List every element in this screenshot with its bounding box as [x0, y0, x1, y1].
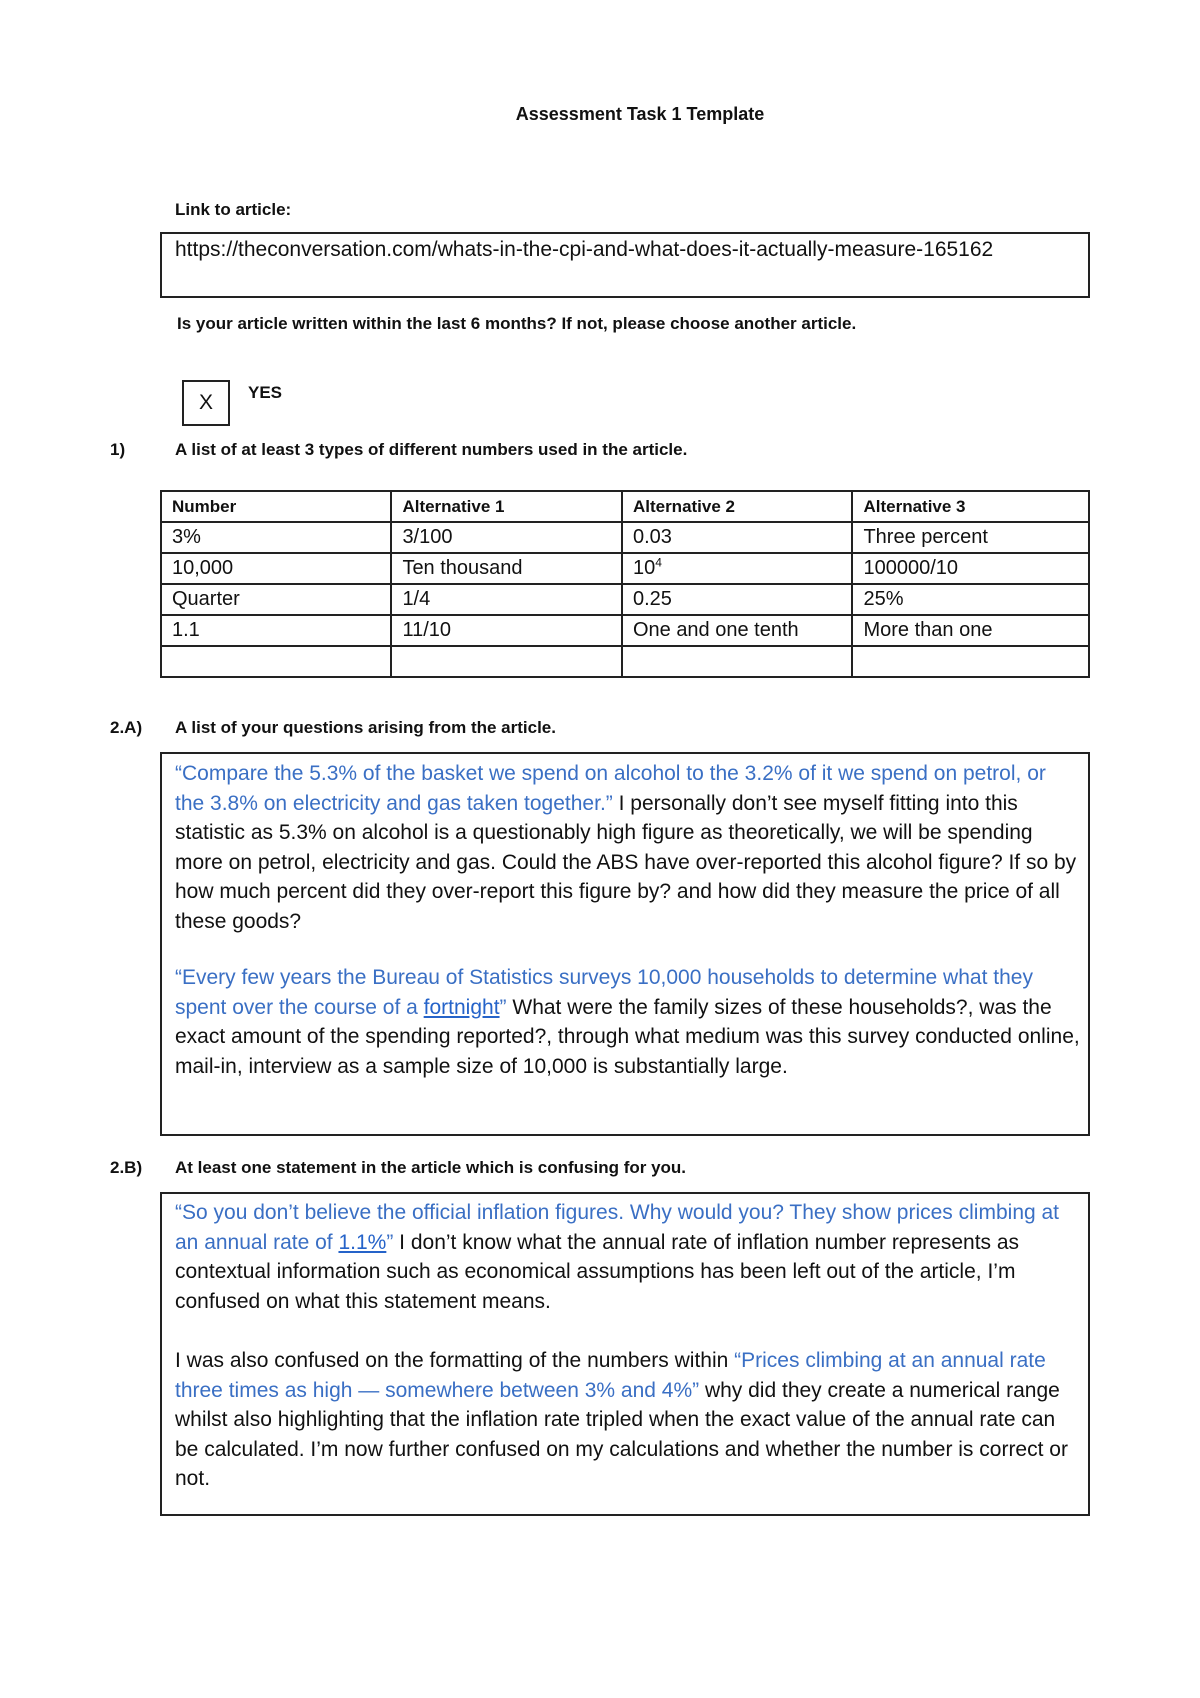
link-label: Link to article: — [175, 200, 292, 219]
recency-question: Is your article written within the last 6 months? If not, please choose another article. — [177, 314, 857, 333]
table-cell: Three percent — [852, 522, 1089, 553]
quote-text: “Compare the 5.3% of the basket we spend on alcohol to the 3.2% of it we spend on petrol, or the 3.8% on electricity and gas taken together.” — [175, 762, 1046, 815]
quote-text: “Prices climbing at an annual rate three times as high — somewhere between 3% and 4%” — [175, 1349, 1046, 1402]
quote-close: ” — [386, 1230, 394, 1254]
table-row — [161, 646, 1089, 677]
statement-paragraph-1 — [175, 1198, 1080, 1316]
fortnight-link[interactable]: fortnight — [423, 995, 500, 1019]
yes-checkbox[interactable] — [182, 380, 230, 426]
statement-text: why did they create a numerical range whilst also highlighting that the inflation rate tripled when the exact value of the annual rate can be calculated. I’m now further confused on my calculations and whether the number is correct or not. — [175, 1378, 1068, 1490]
statement-text: I don’t know what the annual rate of inflation number represents as contextual information such as economical assumptions has been left out of the article, I’m confused on what this statement means. — [175, 1230, 1020, 1313]
section2a-number: 2.A) — [110, 718, 143, 737]
statement-text: I was also confused on the formatting of the numbers within — [175, 1349, 735, 1372]
table-cell: More than one — [852, 615, 1089, 646]
table-cell: 3% — [161, 522, 391, 553]
table-cell: 3/100 — [391, 522, 622, 553]
confusing-statements-box — [160, 1192, 1090, 1516]
table-cell: 100000/10 — [852, 553, 1089, 584]
column-header: Alternative 3 — [852, 491, 1089, 522]
statement-paragraph-2 — [175, 1346, 1080, 1494]
quote-text: “So you don’t believe the official inflation figures. Why would you? They show prices climbing at an annual rate of — [175, 1201, 1060, 1254]
column-header: Number — [161, 491, 391, 522]
table-cell: 1.1 — [161, 615, 391, 646]
question-paragraph-1 — [175, 759, 1080, 936]
table-row — [161, 522, 1089, 553]
table-cell — [391, 646, 622, 677]
power-base: 10 — [632, 557, 656, 579]
table-cell: 10,000 — [161, 553, 391, 584]
table-cell — [852, 646, 1089, 677]
table-cell — [622, 553, 853, 584]
quote-close: ” — [499, 995, 507, 1019]
table-row — [161, 584, 1089, 615]
table-row — [161, 615, 1089, 646]
table-cell: 11/10 — [391, 615, 622, 646]
table-cell: 0.25 — [622, 584, 853, 615]
table-cell: Quarter — [161, 584, 391, 615]
section1-number: 1) — [110, 440, 126, 459]
section2b-number: 2.B) — [110, 1158, 143, 1177]
table-cell — [622, 646, 853, 677]
table-cell: 25% — [852, 584, 1089, 615]
section1-heading: A list of at least 3 types of different numbers used in the article. — [175, 440, 688, 459]
numbers-table — [160, 490, 1090, 678]
question-paragraph-2 — [175, 963, 1080, 1081]
quote-text: “Every few years the Bureau of Statistics surveys 10,000 households to determine what they spent over the course of a — [175, 966, 1033, 1019]
table-cell — [161, 646, 391, 677]
table-cell: One and one tenth — [622, 615, 853, 646]
page-title: Assessment Task 1 Template — [515, 104, 765, 124]
table-cell: 1/4 — [391, 584, 622, 615]
table-cell: 0.03 — [622, 522, 853, 553]
column-header: Alternative 2 — [622, 491, 853, 522]
question-text: I personally don’t see myself fitting into this statistic as 5.3% on alcohol is a questionably high figure as theoretically, we will be spending more on petrol, electricity and gas. Could the ABS have over-reported this alcohol figure? If so by how much percent did they over-report this figure by? and how did they measure the price of all these goods? — [175, 791, 1077, 933]
column-header: Alternative 1 — [391, 491, 622, 522]
power-exponent: 4 — [655, 555, 662, 570]
inflation-rate-link[interactable]: 1.1% — [338, 1230, 387, 1254]
table-header-row — [161, 491, 1089, 522]
questions-box — [160, 752, 1090, 1136]
article-url-box — [160, 232, 1090, 298]
table-cell: Ten thousand — [391, 553, 622, 584]
article-url[interactable]: https://theconversation.com/whats-in-the-cpi-and-what-does-it-actually-measure-165162 — [175, 238, 994, 261]
section2a-heading: A list of your questions arising from the article. — [175, 718, 556, 737]
question-text: What were the family sizes of these households?, was the exact amount of the spending reported?, through what medium was this survey conducted online, mail-in, interview as a sample size of 10,000 is substantially large. — [175, 995, 1080, 1078]
checkbox-mark: X — [198, 391, 213, 414]
section2b-heading: At least one statement in the article which is confusing for you. — [175, 1158, 687, 1177]
checkbox-label: YES — [248, 383, 283, 402]
table-row — [161, 553, 1089, 584]
